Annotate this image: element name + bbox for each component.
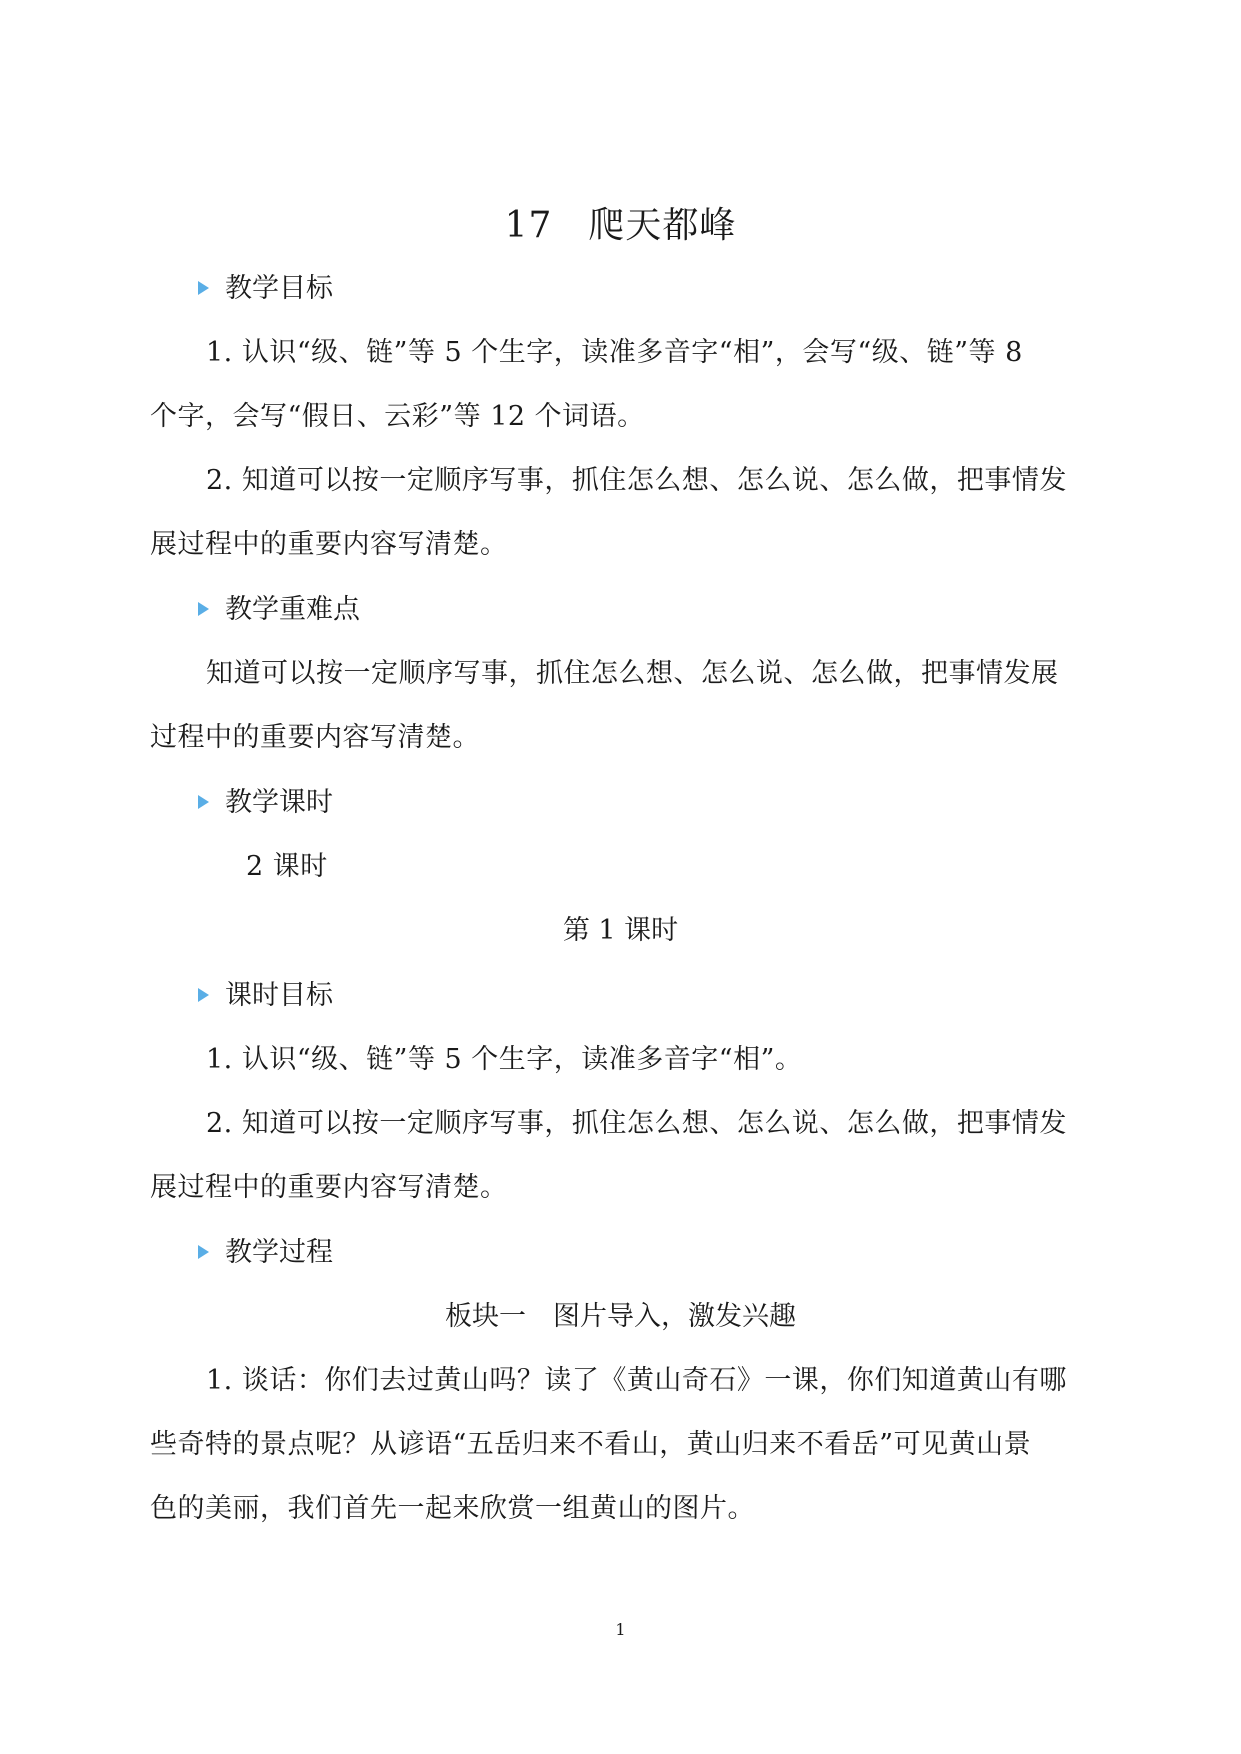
lesson-number: 17 xyxy=(504,205,553,246)
section-heading-lesson-goals: 课时目标 xyxy=(198,979,333,1013)
lesson-goal-1: 1. 认识“级、链”等 5 个生字，读准多音字“相”。 xyxy=(206,1044,803,1075)
lesson-title xyxy=(0,204,1241,248)
goal-1-line-2: 个字，会写“假日、云彩”等 12 个词语。 xyxy=(150,401,645,432)
page-number: 1 xyxy=(615,1620,626,1639)
lesson-1-title: 第 1 课时 xyxy=(562,915,679,946)
block-1-para-line-2: 些奇特的景点呢？从谚语“五岳归来不看山，黄山归来不看岳”可见黄山景 xyxy=(150,1429,1032,1460)
triangle-bullet-icon xyxy=(198,281,209,295)
triangle-bullet-icon xyxy=(198,988,209,1002)
key-points-line-1: 知道可以按一定顺序写事，抓住怎么想、怎么说、怎么做，把事情发展 xyxy=(206,658,1059,689)
section-heading-goals: 教学目标 xyxy=(198,272,333,306)
key-points-line-2: 过程中的重要内容写清楚。 xyxy=(150,722,480,753)
lesson-goal-2-line-2: 展过程中的重要内容写清楚。 xyxy=(150,1172,508,1203)
hours-value: 2 课时 xyxy=(246,851,328,882)
section-heading-process: 教学过程 xyxy=(198,1236,333,1270)
section-heading-key-points: 教学重难点 xyxy=(198,593,360,627)
lesson-name: 爬天都峰 xyxy=(588,205,737,246)
triangle-bullet-icon xyxy=(198,795,209,809)
block-1-para-line-3: 色的美丽，我们首先一起来欣赏一组黄山的图片。 xyxy=(150,1493,755,1524)
section-heading-hours: 教学课时 xyxy=(198,786,333,820)
block-1-para-line-1: 1. 谈话：你们去过黄山吗？读了《黄山奇石》一课，你们知道黄山有哪 xyxy=(206,1365,1067,1396)
triangle-bullet-icon xyxy=(198,602,209,616)
triangle-bullet-icon xyxy=(198,1245,209,1259)
goal-1-line-1: 1. 认识“级、链”等 5 个生字，读准多音字“相”，会写“级、链”等 8 xyxy=(206,337,1023,368)
goal-2-line-1: 2. 知道可以按一定顺序写事，抓住怎么想、怎么说、怎么做，把事情发 xyxy=(206,465,1067,496)
goal-2-line-2: 展过程中的重要内容写清楚。 xyxy=(150,529,508,560)
lesson-goal-2-line-1: 2. 知道可以按一定顺序写事，抓住怎么想、怎么说、怎么做，把事情发 xyxy=(206,1108,1067,1139)
block-1-title: 板块一 图片导入，激发兴趣 xyxy=(445,1301,796,1332)
